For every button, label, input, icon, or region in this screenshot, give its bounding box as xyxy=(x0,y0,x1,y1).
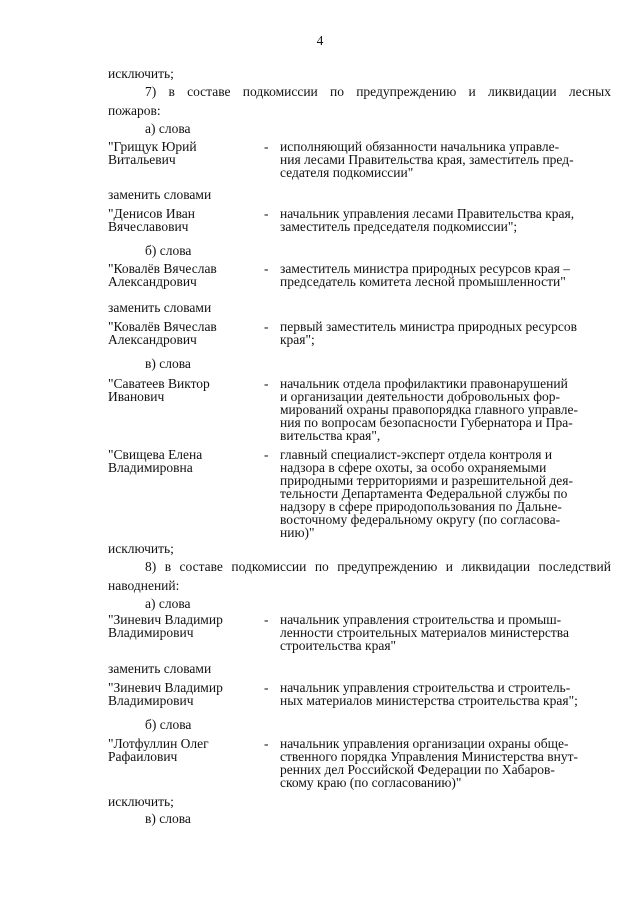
member-position-line: ственного порядка Управления Министерства внут- xyxy=(280,749,579,764)
member-position xyxy=(280,613,611,652)
member-name-line: Иванович xyxy=(108,389,165,404)
entry-dash: - xyxy=(264,447,269,462)
text-line: пожаров: xyxy=(108,103,161,118)
member-position-line: начальник отдела профилактики правонарушений xyxy=(280,376,568,391)
member-name xyxy=(108,737,209,763)
member-name xyxy=(108,140,197,166)
member-position xyxy=(280,207,611,233)
text-line: заменить словами xyxy=(108,661,212,676)
member-name xyxy=(108,262,217,288)
entry-dash: - xyxy=(264,139,269,154)
sub-item-label: в) слова xyxy=(145,356,191,371)
member-position xyxy=(280,737,611,789)
member-name-line: "Зиневич Владимир xyxy=(108,612,223,627)
entry-dash: - xyxy=(264,319,269,334)
member-name-line: Владимировна xyxy=(108,460,193,475)
member-position-line: и организации деятельности добровольных фор- xyxy=(280,389,561,404)
member-position-line: начальник управления строительства и строитель- xyxy=(280,680,571,695)
member-position xyxy=(280,320,611,346)
text-line: заменить словами xyxy=(108,300,212,315)
member-name xyxy=(108,207,195,233)
member-name-line: Витальевич xyxy=(108,152,176,167)
member-position-line: ленности строительных материалов министерства xyxy=(280,625,569,640)
member-position-line: заместитель министра природных ресурсов края – xyxy=(280,261,570,276)
member-position xyxy=(280,140,611,179)
member-position-line: восточному федеральному округу (по согласова- xyxy=(280,512,561,527)
member-position-line: начальник управления строительства и промыш- xyxy=(280,612,562,627)
member-position-line: главный специалист-эксперт отдела контроля и xyxy=(280,447,553,462)
member-position-line: тельности Департамента Федеральной службы по xyxy=(280,486,568,501)
member-name-line: Рафаилович xyxy=(108,749,178,764)
member-position xyxy=(280,448,611,539)
sub-item-label: б) слова xyxy=(145,717,192,732)
member-position-line: края"; xyxy=(280,332,315,347)
text-line: заменить словами xyxy=(108,187,212,202)
member-position-line: мирований охраны правопорядка главного управле- xyxy=(280,402,578,417)
sub-item-label: а) слова xyxy=(145,121,191,136)
member-name-line: Александрович xyxy=(108,274,197,289)
entry-dash: - xyxy=(264,376,269,391)
sub-item-label: в) слова xyxy=(145,811,191,826)
member-name xyxy=(108,320,217,346)
member-name-line: "Зиневич Владимир xyxy=(108,680,223,695)
member-position-line: председатель комитета лесной промышленности" xyxy=(280,274,566,289)
member-position-line: ренних дел Российской Федерации по Хабаров- xyxy=(280,762,555,777)
text-line: наводнений: xyxy=(108,578,180,593)
member-name-line: "Грищук Юрий xyxy=(108,139,197,154)
numbered-paragraph: 8) в составе подкомиссии по предупреждению и ликвидации последствий xyxy=(145,559,611,574)
sub-item-label: а) слова xyxy=(145,596,191,611)
member-name-line: "Саватеев Виктор xyxy=(108,376,210,391)
member-name xyxy=(108,448,202,474)
member-position-line: природными территориями и разрешительной дея- xyxy=(280,473,573,488)
member-name xyxy=(108,377,210,403)
member-position-line: надзору в сфере природопользования по Дальне- xyxy=(280,499,562,514)
member-name-line: "Свищева Елена xyxy=(108,447,203,462)
member-position xyxy=(280,377,611,442)
member-position-line: первый заместитель министра природных ресурсов xyxy=(280,319,577,334)
member-position-line: нию)" xyxy=(280,525,315,540)
entry-dash: - xyxy=(264,612,269,627)
member-name xyxy=(108,681,223,707)
entry-dash: - xyxy=(264,680,269,695)
member-name-line: Владимирович xyxy=(108,693,194,708)
text-line: исключить; xyxy=(108,794,174,809)
member-position-line: седателя подкомиссии" xyxy=(280,165,414,180)
member-position-line: надзора в сфере охоты, за особо охраняемыми xyxy=(280,460,547,475)
member-position-line: начальник управления лесами Правительства края, xyxy=(280,206,575,221)
member-name-line: Владимирович xyxy=(108,625,194,640)
text-line: исключить; xyxy=(108,66,174,81)
entry-dash: - xyxy=(264,206,269,221)
member-name-line: "Ковалёв Вячеслав xyxy=(108,319,217,334)
entry-dash: - xyxy=(264,736,269,751)
member-position xyxy=(280,681,611,707)
text-line: исключить; xyxy=(108,541,174,556)
member-position-line: вительства края", xyxy=(280,428,381,443)
member-position-line: ния лесами Правительства края, заместитель пред- xyxy=(280,152,574,167)
member-position xyxy=(280,262,611,288)
member-position-line: ния по вопросам безопасности Губернатора и Пра- xyxy=(280,415,573,430)
member-position-line: ных материалов министерства строительства края"; xyxy=(280,693,578,708)
member-position-line: заместитель председателя подкомиссии"; xyxy=(280,219,518,234)
member-name-line: "Лотфуллин Олег xyxy=(108,736,209,751)
member-name-line: "Денисов Иван xyxy=(108,206,195,221)
numbered-paragraph: 7) в составе подкомиссии по предупреждению и ликвидации лесных xyxy=(145,84,611,99)
member-name-line: Вячеславович xyxy=(108,219,189,234)
page-number: 4 xyxy=(316,33,324,48)
member-position-line: начальник управления организации охраны обще- xyxy=(280,736,569,751)
sub-item-label: б) слова xyxy=(145,243,192,258)
member-position-line: строительства края" xyxy=(280,638,397,653)
member-name-line: "Ковалёв Вячеслав xyxy=(108,261,217,276)
member-name-line: Александрович xyxy=(108,332,197,347)
member-name xyxy=(108,613,223,639)
member-position-line: скому краю (по согласованию)" xyxy=(280,775,462,790)
entry-dash: - xyxy=(264,261,269,276)
member-position-line: исполняющий обязанности начальника управле- xyxy=(280,139,560,154)
